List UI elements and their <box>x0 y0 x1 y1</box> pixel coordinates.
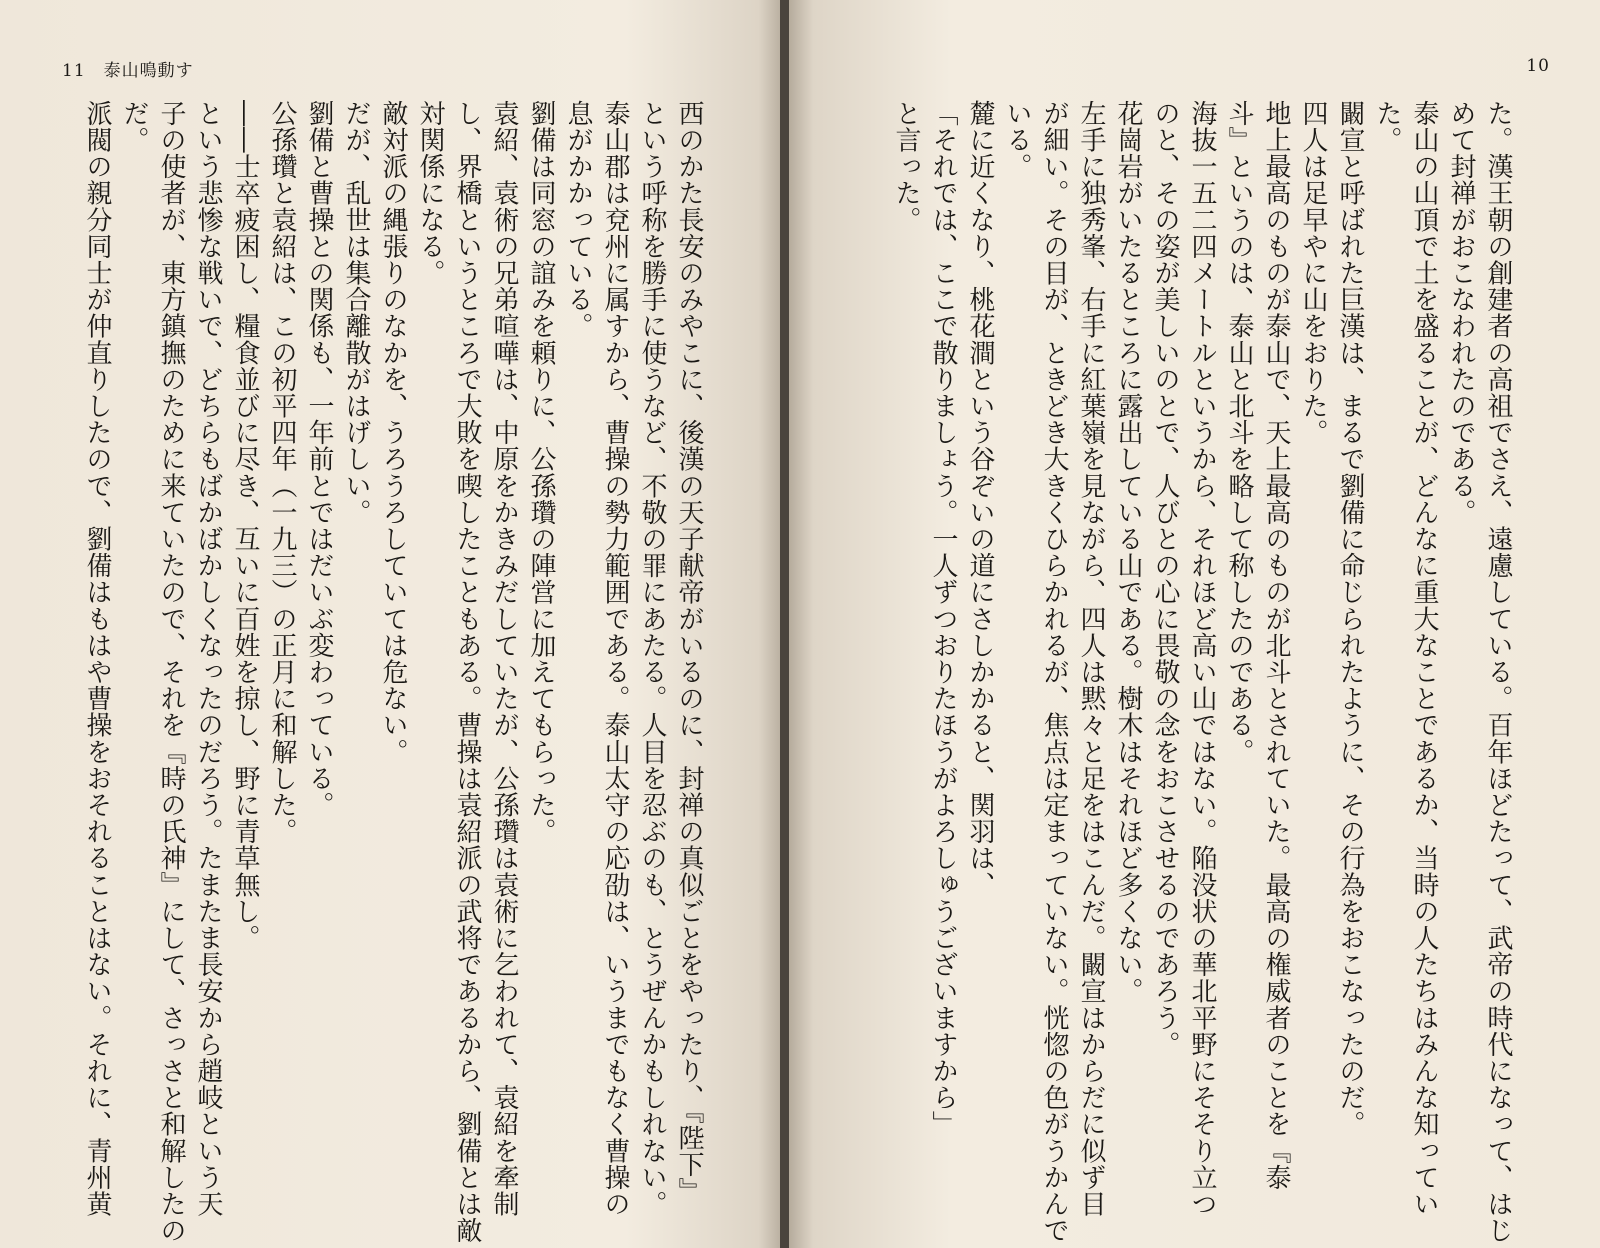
text-line: 海抜一五二四メートルというから、それほど高い山ではない。陥没状の華北平野にそそり立つ <box>1187 100 1217 1218</box>
text-line: た。漢王朝の創建者の高祖でさえ、遠慮している。百年ほどたって、武帝の時代になって、はじ <box>1483 100 1513 1244</box>
text-line: 派閥の親分同士が仲直りしたので、劉備はもはや曹操をおそれることはない。それに、青州黄 <box>82 100 112 1218</box>
text-line: 泰山の山頂で土を盛ることが、どんなに重大なことであるか、当時の人たちはみんな知ってい <box>1409 100 1439 1218</box>
right-page <box>789 0 1600 1248</box>
text-line: 息がかかっている。 <box>563 100 593 340</box>
text-line: が細い。その目が、ときどき大きくひらかれるが、焦点は定まっていない。恍惚の色がうかんで <box>1039 100 1069 1244</box>
running-title: 泰山鳴動す <box>103 61 194 81</box>
text-line: 左手に独秀峯、右手に紅葉嶺を見ながら、四人は黙々と足をはこんだ。闞宣はからだに似ず目 <box>1076 100 1106 1218</box>
text-line: 袁紹、袁術の兄弟喧嘩は、中原をかきみだしていたが、公孫瓚は袁術に乞われて、袁紹を牽制 <box>489 100 519 1218</box>
text-line: 泰山郡は兗州に属すから、曹操の勢力範囲である。泰山太守の応劭は、いうまでもなく曹操の <box>600 100 630 1218</box>
text-line: 子の使者が、東方鎮撫のために来ていたので、それを『時の氏神』にして、さっさと和解したの <box>156 100 186 1244</box>
text-line: という呼称を勝手に使うなど、不敬の罪にあたる。人目を忍ぶのも、とうぜんかもしれない。 <box>637 100 667 1218</box>
text-line: いる。 <box>1002 100 1032 180</box>
text-line: だが、乱世は集合離散がはげしい。 <box>341 100 371 526</box>
page-number-left: 11 <box>62 61 86 81</box>
text-line: 公孫瓚と袁紹は、この初平四年（一九三）の正月に和解した。 <box>267 100 297 845</box>
text-line: 対関係になる。 <box>415 100 445 287</box>
text-line: た。 <box>1372 100 1402 154</box>
text-line: ――士卒疲困し、糧食並びに尽き、互いに百姓を掠し、野に青草無し。 <box>230 100 260 952</box>
text-line: 闞宣と呼ばれた巨漢は、まるで劉備に命じられたように、その行為をおこなったのだ。 <box>1335 100 1365 1138</box>
text-line: だ。 <box>119 100 149 154</box>
text-line: 花崗岩がいたるところに露出している山である。樹木はそれほど多くない。 <box>1113 100 1143 1005</box>
text-line: 地上最高のものが泰山で、天上最高のものが北斗とされていた。最高の権威者のことを『泰 <box>1261 100 1291 1191</box>
text-line: めて封禅がおこなわれたのである。 <box>1446 100 1476 526</box>
left-page-header <box>62 56 194 81</box>
text-line: と言った。 <box>891 100 921 233</box>
page-number-right: 10 <box>1526 56 1550 76</box>
text-line: 敵対派の縄張りのなかを、うろうろしていては危ない。 <box>378 100 408 765</box>
text-line: 麓に近くなり、桃花澗という谷ぞいの道にさしかかると、関羽は、 <box>965 100 995 898</box>
text-line: 「それでは、ここで散りましょう。一人ずつおりたほうがよろしゅうございますから」 <box>928 100 958 1138</box>
left-page <box>0 0 782 1248</box>
text-line: 劉備と曹操との関係も、一年前とではだいぶ変わっている。 <box>304 100 334 819</box>
text-line: 劉備は同窓の誼みを頼りに、公孫瓚の陣営に加えてもらった。 <box>526 100 556 845</box>
text-line: という悲惨な戦いで、どちらもばかばかしくなったのだろう。たまたま長安から趙岐という天 <box>193 100 223 1218</box>
text-line: 西のかた長安のみやこに、後漢の天子献帝がいるのに、封禅の真似ごとをやったり、『陛下』 <box>674 100 704 1205</box>
text-line: し、界橋というところで大敗を喫したこともある。曹操は袁紹派の武将であるから、劉備とは敵 <box>452 100 482 1244</box>
text-line: 斗』というのは、泰山と北斗を略して称したのである。 <box>1224 100 1254 765</box>
text-line: のと、その姿が美しいのとで、人びとの心に畏敬の念をおこさせるのであろう。 <box>1150 100 1180 1058</box>
text-line: 四人は足早やに山をおりた。 <box>1298 100 1328 446</box>
